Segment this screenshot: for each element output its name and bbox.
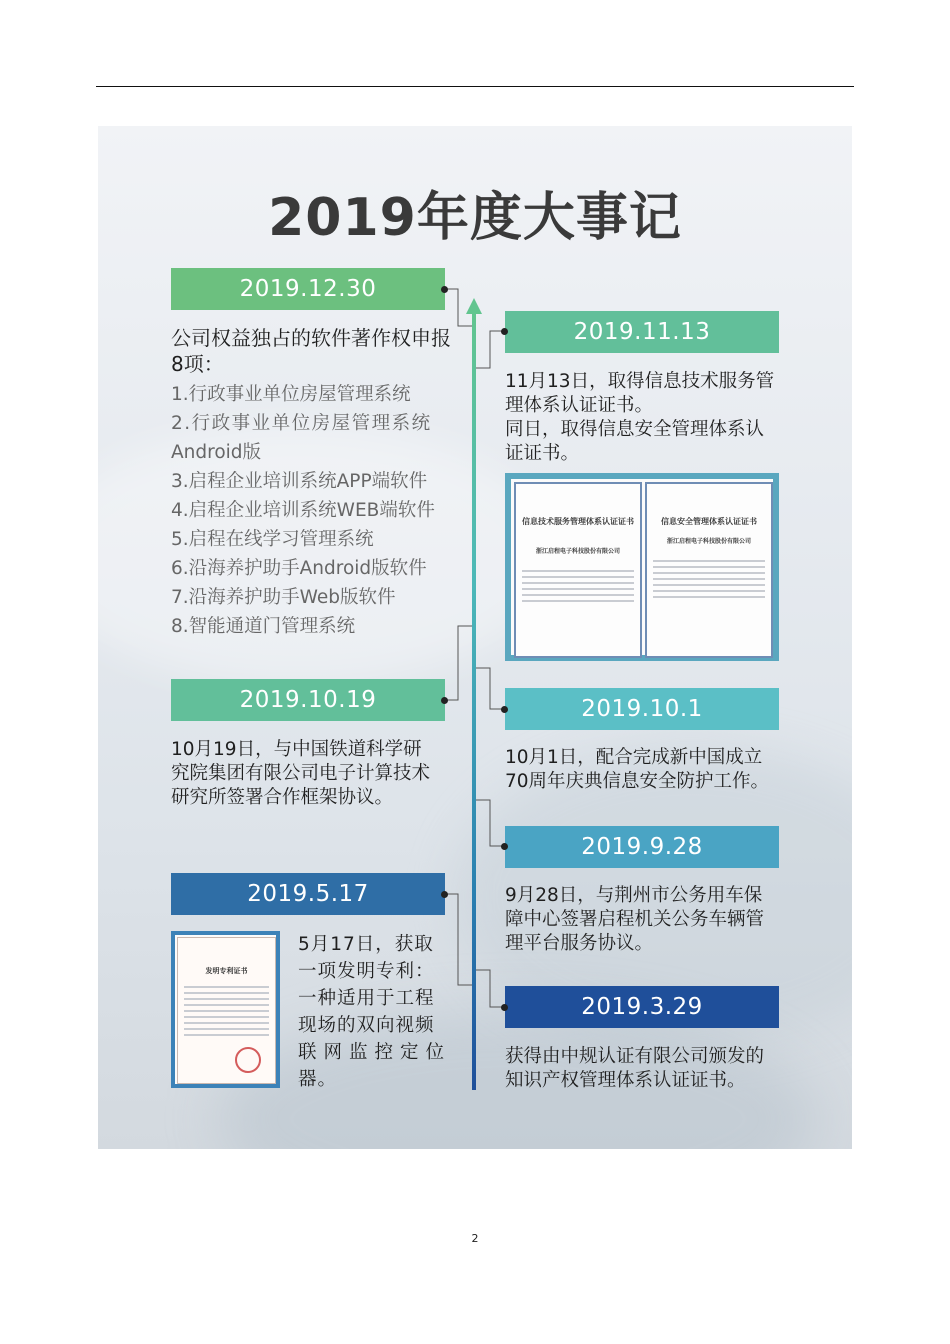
connector-dot — [441, 286, 448, 293]
seal-icon — [235, 1047, 261, 1073]
certificate-info-security: 信息安全管理体系认证证书 浙江启程电子科技股份有限公司 — [645, 482, 773, 658]
event-heading: 公司权益独占的软件著作权申报8项： — [171, 326, 451, 376]
event-text: 10月1日，配合完成新中国成立 70周年庆典信息安全防护工作。 — [505, 747, 770, 792]
list-item: 1.行政事业单位房屋管理系统 — [171, 384, 411, 405]
event-text: 9月28日，与荆州市公务用车保 障中心签署启程机关公务车辆管 理平台服务协议。 — [505, 885, 765, 954]
connector-dot — [441, 697, 448, 704]
list-item: 8.智能通道门管理系统 — [171, 616, 356, 637]
list-item: Android版 — [171, 442, 262, 463]
list-item: 2.行政事业单位房屋管理系统 — [171, 413, 432, 434]
patent-certificate-image: 发明专利证书 — [171, 931, 280, 1088]
connector-dot — [441, 891, 448, 898]
event-text: 10月19日，与中国铁道科学研 究院集团有限公司电子计算技术 研究所签署合作框架协议。 — [171, 739, 431, 808]
connector-dot — [501, 706, 508, 713]
list-item: 4.启程企业培训系统WEB端软件 — [171, 500, 435, 521]
connector-dot — [501, 1004, 508, 1011]
connector-dot — [501, 328, 508, 335]
date-bar-2019-11-13: 2019.11.13 — [505, 311, 779, 353]
date-bar-2019-12-30: 2019.12.30 — [171, 268, 445, 310]
list-item: 3.启程企业培训系统APP端软件 — [171, 471, 428, 492]
date-bar-2019-5-17: 2019.5.17 — [171, 873, 445, 915]
date-bar-2019-10-19: 2019.10.19 — [171, 679, 445, 721]
page-number: 2 — [471, 1232, 479, 1245]
list-item: 7.沿海养护助手Web版软件 — [171, 587, 396, 608]
date-bar-2019-3-29: 2019.3.29 — [505, 986, 779, 1028]
list-item: 6.沿海养护助手Android版软件 — [171, 558, 427, 579]
event-text: 5月17日，获取 一项发明专利： 一种适用于工程 现场的双向视频 联网监控定位 器。 — [298, 934, 452, 1090]
certificate-it-service: 信息技术服务管理体系认证证书 浙江启程电子科技股份有限公司 — [514, 482, 642, 658]
connector-dot — [501, 843, 508, 850]
certificates-image — [505, 473, 779, 661]
date-bar-2019-10-1: 2019.10.1 — [505, 688, 779, 730]
list-item: 5.启程在线学习管理系统 — [171, 529, 374, 550]
page-title: 2019年度大事记 — [268, 188, 682, 248]
event-text: 11月13日，取得信息技术服务管 理体系认证证书。 同日，取得信息安全管理体系认 证证书。 — [505, 371, 775, 464]
event-text: 获得由中规认证有限公司颁发的 知识产权管理体系认证证书。 — [505, 1046, 765, 1091]
date-bar-2019-9-28: 2019.9.28 — [505, 826, 779, 868]
